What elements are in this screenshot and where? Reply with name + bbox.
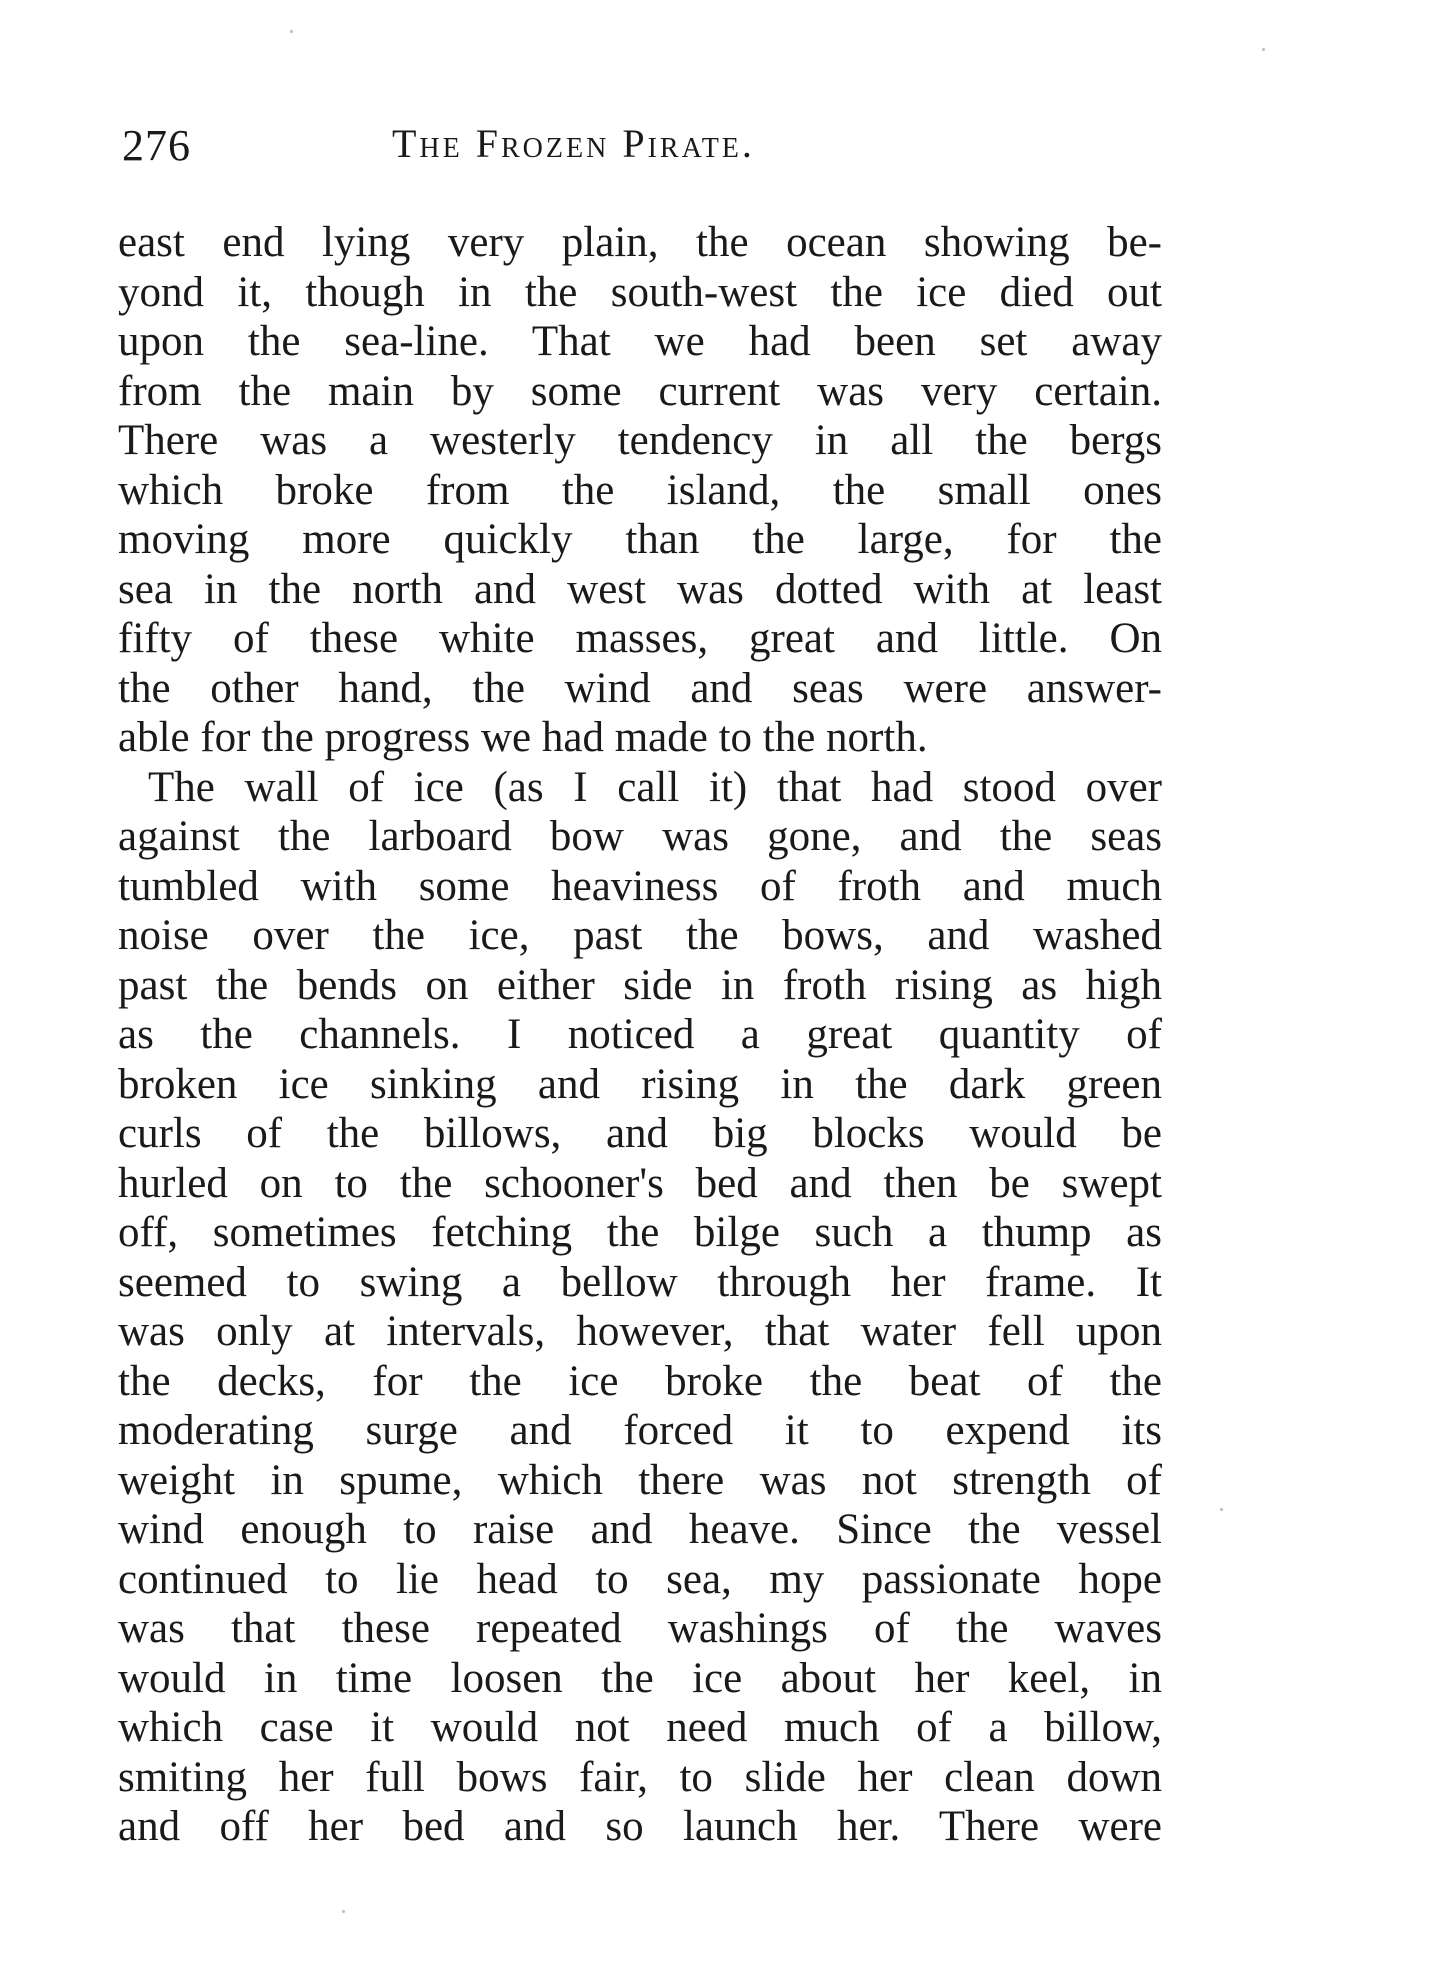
text-line: curls of the billows, and big blocks would be (118, 1110, 1162, 1157)
text-line: broken ice sinking and rising in the dark green (118, 1060, 1162, 1108)
text-line: There was a westerly tendency in all the bergs (118, 417, 1162, 464)
text-line: seemed to swing a bellow through her frame. It (118, 1258, 1162, 1306)
text-line: off, sometimes fetching the bilge such a thump as (118, 1209, 1162, 1256)
page-number: 276 (122, 121, 191, 170)
text-line: was only at intervals, however, that water fell upon (118, 1308, 1162, 1355)
text-line: able for the progress we had made to the north. (118, 714, 928, 761)
scan-speck (290, 30, 293, 33)
text-line: hurled on to the schooner's bed and then be swept (118, 1159, 1162, 1207)
text-line: from the main by some current was very certain. (118, 367, 1162, 415)
text-line: as the channels. I noticed a great quantity of (118, 1011, 1162, 1058)
text-line: smiting her full bows fair, to slide her clean down (118, 1753, 1162, 1801)
scan-speck (1220, 1508, 1223, 1511)
text-line: the other hand, the wind and seas were answer- (118, 664, 1162, 712)
text-line: The wall of ice (as I call it) that had stood over (148, 763, 1162, 811)
scan-speck (1262, 48, 1265, 51)
text-line: yond it, though in the south-west the ice died out (118, 268, 1162, 316)
text-line: the decks, for the ice broke the beat of the (118, 1357, 1162, 1405)
text-line: would in time loosen the ice about her keel, in (118, 1654, 1162, 1702)
text-line: east end lying very plain, the ocean showing be- (118, 219, 1162, 266)
body-text (118, 218, 1162, 1852)
scan-speck (342, 1910, 345, 1913)
text-line: which broke from the island, the small ones (118, 466, 1162, 514)
text-line: and off her bed and so launch her. There were (118, 1803, 1162, 1850)
text-line: which case it would not need much of a billow, (118, 1704, 1162, 1751)
running-head (122, 120, 1162, 180)
text-line: against the larboard bow was gone, and the seas (118, 813, 1162, 860)
text-line: continued to lie head to sea, my passionate hope (118, 1555, 1162, 1603)
text-line: weight in spume, which there was not strength of (118, 1456, 1162, 1504)
text-line: moderating surge and forced it to expend its (118, 1407, 1162, 1454)
paragraph (118, 763, 1162, 1852)
text-line: fifty of these white masses, great and little. On (118, 615, 1162, 662)
text-line: past the bends on either side in froth rising as high (118, 961, 1162, 1009)
text-line: moving more quickly than the large, for the (118, 516, 1162, 563)
text-line: noise over the ice, past the bows, and washed (118, 912, 1162, 959)
text-line: upon the sea-line. That we had been set away (118, 318, 1162, 365)
paragraph (118, 218, 1162, 763)
text-line: was that these repeated washings of the waves (118, 1605, 1162, 1652)
text-line: sea in the north and west was dotted with at least (118, 565, 1162, 613)
text-line: wind enough to raise and heave. Since the vessel (118, 1506, 1162, 1553)
text-line: tumbled with some heaviness of froth and much (118, 862, 1162, 910)
running-title: The Frozen Pirate. (392, 121, 755, 166)
